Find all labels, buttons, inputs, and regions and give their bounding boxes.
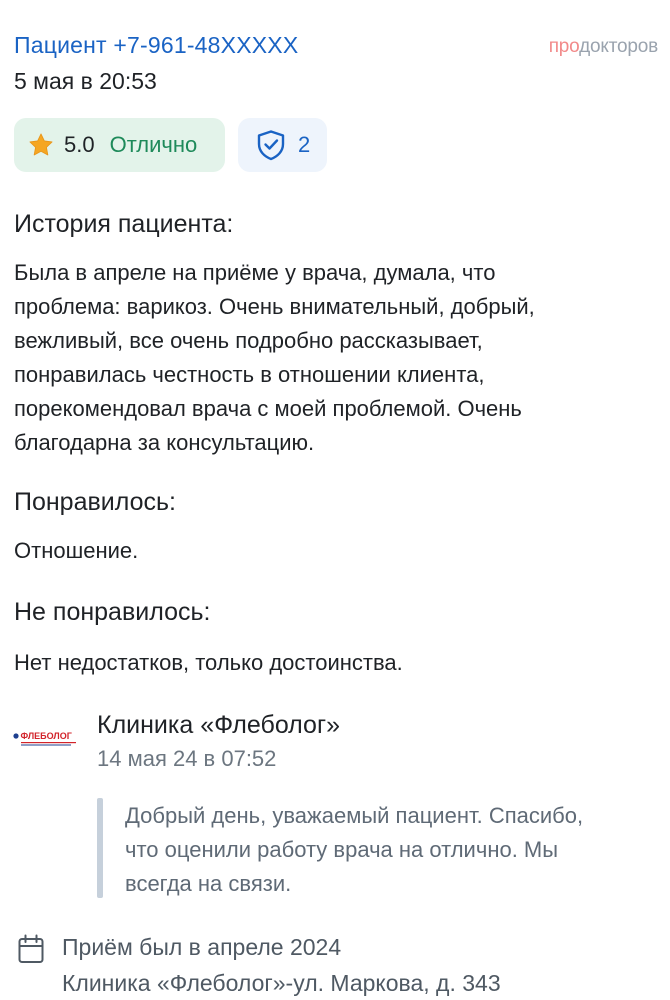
disliked-heading: Не понравилось: <box>14 598 211 626</box>
disliked-text: Нет недостатков, только достоинства. <box>14 650 403 675</box>
rating-badge <box>14 118 225 172</box>
clinic-reply-text <box>125 799 665 901</box>
story-text <box>14 256 614 460</box>
visit-date: Приём был в апреле 2024 <box>62 934 342 960</box>
verified-badge[interactable] <box>238 118 327 172</box>
clinic-reply-date: 14 мая 24 в 07:52 <box>97 746 277 771</box>
brand-part-doctors: докторов <box>579 36 658 57</box>
visit-clinic-address[interactable]: Клиника «Флеболог»-ул. Маркова, д. 343 <box>62 970 501 996</box>
quote-bar <box>97 798 103 898</box>
review-date: 5 мая в 20:53 <box>14 68 157 94</box>
verified-count: 2 <box>298 132 311 157</box>
review-author[interactable]: Пациент +7-961-48XXXXX <box>14 32 299 58</box>
clinic-logo <box>12 728 78 748</box>
liked-heading: Понравилось: <box>14 488 176 516</box>
story-line: благодарна за консультацию. <box>14 430 315 455</box>
rating-word: Отлично <box>109 132 198 157</box>
clinic-logo-text: ФЛЕБОЛОГ <box>20 731 72 741</box>
shield-check-icon <box>256 129 286 161</box>
story-heading: История пациента: <box>14 210 234 238</box>
rating-score: 5.0 <box>64 132 95 157</box>
star-icon <box>28 132 54 158</box>
liked-text: Отношение. <box>14 538 139 563</box>
clinic-name[interactable]: Клиника «Флеболог» <box>97 711 340 739</box>
reply-line: всегда на связи. <box>125 871 292 896</box>
brand-logo <box>549 36 658 58</box>
calendar-icon <box>18 934 44 964</box>
story-line: Была в апреле на приёме у врача, думала, что <box>14 260 496 285</box>
story-line: проблема: варикоз. Очень внимательный, добрый, <box>14 294 535 319</box>
reply-line: что оценили работу врача на отлично. Мы <box>125 837 559 862</box>
story-line: вежливый, все очень подробно рассказывает, <box>14 328 483 353</box>
story-line: порекомендовал врача с моей проблемой. Очень <box>14 396 522 421</box>
brand-part-pro: про <box>548 36 580 57</box>
story-line: понравилась честность в отношении клиента, <box>14 362 485 387</box>
reply-line: Добрый день, уважаемый пациент. Спасибо, <box>125 803 584 828</box>
